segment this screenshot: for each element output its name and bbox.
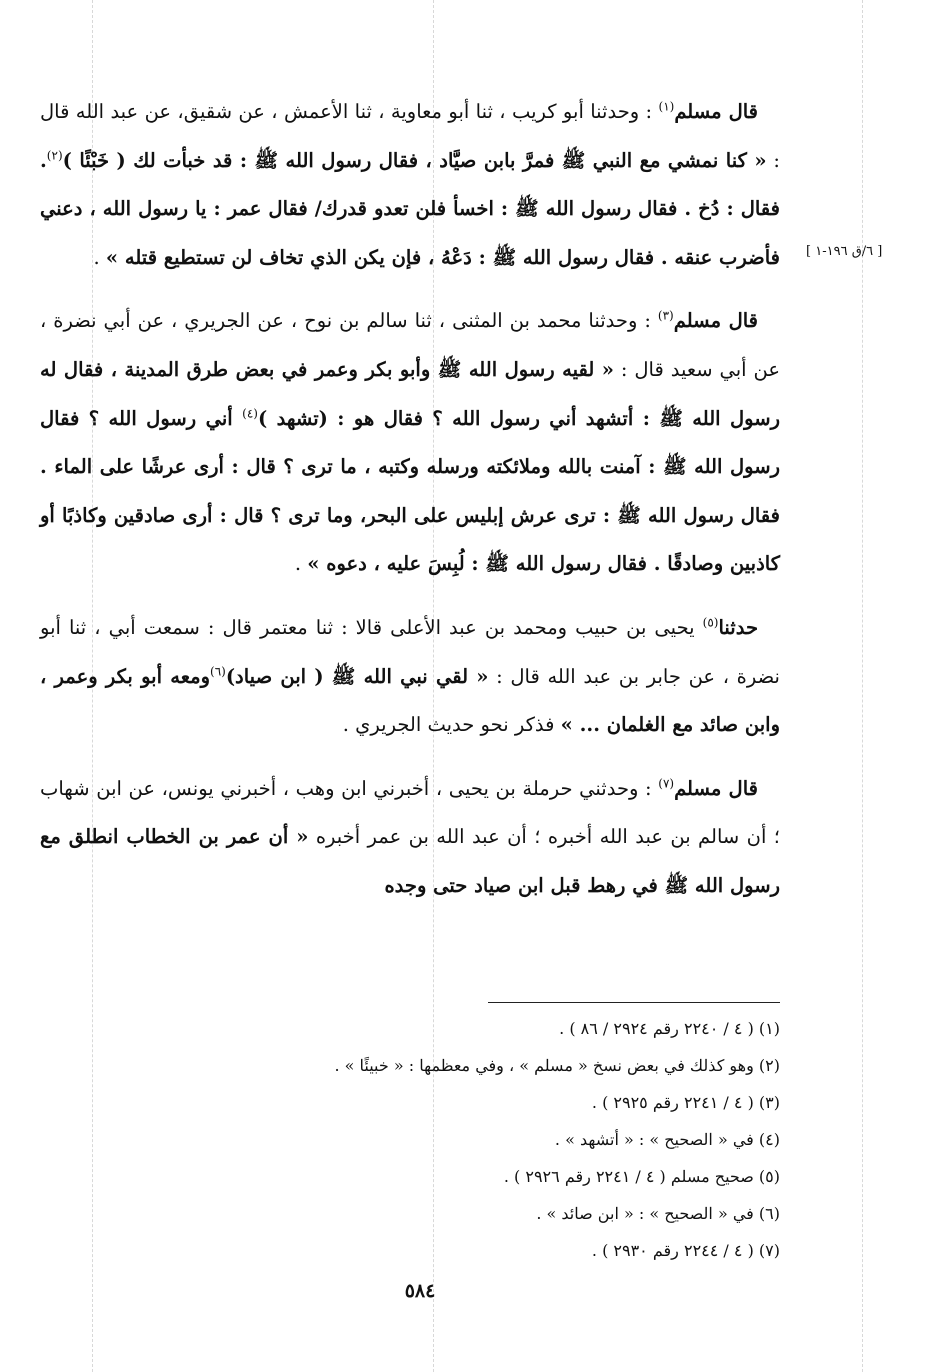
footnote-separator	[488, 1002, 780, 1003]
narrator-lead: حدثنا	[718, 615, 758, 639]
footnote-marker: (٤)	[242, 406, 258, 421]
narrator-lead: قال مسلم	[674, 776, 758, 800]
hadith-paragraph-4	[40, 765, 780, 911]
page-number: ٥٨٤	[404, 1280, 436, 1302]
paragraph-tail: .	[93, 245, 106, 269]
matn-quote-continued: . فقال : دُخ . فقال رسول الله ﷺ : اخسأ فلن تعدو قدرك/ فقال عمر : يا رسول الله ، دعني فأضرب عنقه . فقال رسول الله ﷺ : دَعْهُ ، فإن يكن الذي تخاف لن تستطيع قتله »	[40, 148, 780, 269]
narrator-lead: قال مسلم	[674, 100, 758, 123]
matn-quote: « لقي نبي الله ﷺ ( ابن صياد)	[225, 664, 489, 688]
narrator-lead: قال مسلم	[673, 309, 758, 333]
footnote-marker: (٦)	[210, 664, 226, 679]
main-text-body	[40, 88, 780, 926]
matn-quote: « لقيه رسول الله ﷺ وأبو بكر وعمر في بعض طرق المدينة ، فقال له رسول الله ﷺ : أتشهد أني رسول الله ؟ فقال هو : (تشهد )	[40, 357, 780, 430]
footnote-item: (٧) ( ٤ / ٢٢٤٤ رقم ٢٩٣٠ ) .	[591, 1241, 780, 1260]
hadith-paragraph-3	[40, 604, 780, 750]
footnote-marker: (٥)	[702, 615, 719, 630]
footnote-marker: (١)	[658, 99, 675, 114]
hadith-paragraph-2	[40, 297, 780, 589]
footnote-marker: (٣)	[657, 308, 674, 323]
footnote-item: (٤) في « الصحيح » : « أتشهد » .	[554, 1130, 780, 1149]
hadith-paragraph-1	[40, 88, 780, 282]
footnote-item: (٢) وهو كذلك في بعض نسخ « مسلم » ، وفي معظمها : « خبيئًا » .	[334, 1056, 780, 1075]
matn-quote: « كنا نمشي مع النبي ﷺ فمرَّ بابن صيَّاد ، فقال رسول الله ﷺ : قد خبأت لك ( خَبْئًا )	[62, 148, 767, 172]
isnad-text: : وحدثنا أبو كريب ، ثنا أبو معاوية ، ثنا الأعمش ، عن شقيق، عن عبد الله قال :	[40, 100, 780, 172]
isnad-text: يحيى بن حبيب ومحمد بن عبد الأعلى قالا : ثنا معتمر قال : سمعت أبي ، ثنا أبو نضرة ، عن جابر بن عبد الله قال :	[40, 615, 780, 688]
matn-quote: « أن عمر بن الخطاب انطلق مع رسول الله ﷺ في رهط قبل ابن صياد حتى وجده	[40, 825, 780, 897]
footnote-item: (٥) صحيح مسلم ( ٤ / ٢٢٤١ رقم ٢٩٢٦ ) .	[503, 1167, 780, 1186]
footnotes-section	[300, 1010, 780, 1269]
footnote-marker: (٢)	[46, 148, 63, 163]
matn-quote-continued: أني رسول الله ؟ فقال رسول الله ﷺ : آمنت بالله وملائكته ورسله وكتبه ، ما ترى ؟ قال : أرى عرشًا على الماء . فقال رسول الله ﷺ : ترى عرش إبليس على البحر، وما ترى ؟ قال : أرى صادقين وكاذبًا أو كاذبين وصادقًا . فقال رسول الله ﷺ : لُبِسَ عليه ، دعوه »	[40, 406, 780, 576]
footnote-item: (١) ( ٤ / ٢٢٤٠ رقم ٢٩٢٤ / ٨٦ ) .	[559, 1019, 780, 1038]
footnote-item: (٦) في « الصحيح » : « ابن صائد » .	[536, 1204, 780, 1223]
manuscript-folio-reference: [ ٦/ق ١٩٦-١ ]	[806, 244, 883, 259]
matn-quote-continued: ومعه أبو بكر وعمر ، وابن صائد مع الغلمان ... »	[40, 664, 780, 737]
isnad-text: : وحدثني حرملة بن يحيى ، أخبرني ابن وهب ، أخبرني يونس، عن ابن شهاب ؛ أن سالم بن عبد الله أخبره ؛ أن عبد الله بن عمر أخبره	[40, 776, 780, 849]
footnote-marker: (٧)	[658, 776, 675, 791]
paragraph-tail: .	[294, 552, 308, 576]
paragraph-tail: فذكر نحو حديث الجريري .	[342, 713, 561, 737]
footnote-item: (٣) ( ٤ / ٢٢٤١ رقم ٢٩٢٥ ) .	[591, 1093, 780, 1112]
isnad-text: : وحدثنا محمد بن المثنى ، ثنا سالم بن نوح ، عن الجريري ، عن أبي نضرة ، عن أبي سعيد قال :	[40, 309, 780, 381]
scan-guide-line	[862, 0, 863, 1372]
